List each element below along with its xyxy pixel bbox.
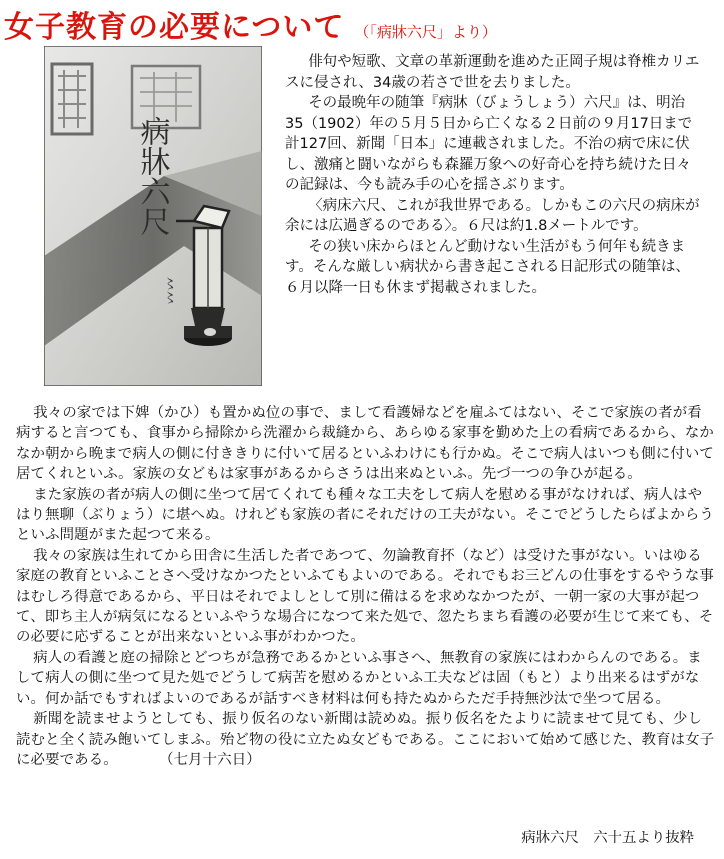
page-title: 女子教育の必要について (4, 10, 345, 45)
essay-excerpt (16, 403, 716, 770)
essay-paragraph: 我々の家族は生れてから田舎に生活した者であつて、勿論教育抔（など）は受けた事がない。いはゆる家庭の教育といふことさへ受けなかつたといふてもよいのである。それでもお三どんの仕事をするやうな事はむしろ得意であるから、平日はそれでよしとして別に備はるを求めなかつたが、一朝一家の大事が起つて、即ち主人が病気になるといふやうな場合になつて来た処で、忽たちまち看護の必要が生じて来ても、その必要に応ずることが出来ないといふ事がわかつた。 (16, 547, 714, 646)
intro-paragraph: その最晩年の随筆『病牀（びょうしょう）六尺』は、明治35（1902）年の５月５日から亡くなる２日前の９月17日まで計127回、新聞「日本」に連載されました。不治の病で床に伏し、激痛と闘いながらも森羅万象への好奇心を持ち続けた日々の記録は、今も読み手の心を揺さぶります。 (285, 95, 693, 193)
page-subtitle: （「病牀六尺」より） (354, 23, 497, 41)
page-header (4, 2, 497, 45)
cover-title: 病牀六尺 (134, 116, 170, 236)
source-citation: 病牀六尺 六十五より抜粋 (521, 830, 694, 846)
intro-paragraph: その狭い床からほとんど動けない生活がもう何年も続きます。そんな厳しい病状から書き起こされる日記形式の随筆は、６月以降一日も休まず掲載されました。 (285, 238, 690, 296)
intro-text (285, 52, 703, 298)
essay-paragraph: 我々の家では下婢（かひ）も置かぬ位の事で、まして看護婦などを雇ふてはない、そこで家族の者が看病すると言つても、食事から掃除から洗濯から裁縫から、あらゆる家事を勤めた上の看病であるから、なかなか朝から晩まで病人の側に付ききりに付いて居るといふわけにも行かぬ。そこで病人はいつも側に付いて居てくれといふ。家族の女どもは家事があるからさうは出来ぬといふ。先づ一つの争ひが起る。 (16, 405, 714, 483)
book-cover-image (44, 46, 262, 386)
svg-text:〻〻: 〻〻 (161, 276, 177, 304)
essay-paragraph-text: 新聞を読ませようとしても、振り仮名のない新聞は読めぬ。振り仮名をたよりに読ませて見ても、少し読むと全く読み飽いてしまふ。殆ど物の役に立たぬ女どもである。ここにおいて始めて感じた、教育は女子に必要である。 (16, 711, 715, 768)
intro-paragraph: 〈病床六尺、これが我世界である。しかもこの六尺の病床が余には広過ぎるのである〉。６尺は約1.8メートルです。 (285, 197, 700, 234)
essay-paragraph (16, 709, 716, 770)
essay-paragraph: また家族の者が病人の側に坐つて居てくれても種々な工夫をして病人を慰める事がなければ、病人はやはり無聊（ぶりょう）に堪へぬ。けれども家族の者にそれだけの工夫がない。そこでどうしたらばよからうといふ問題がまた起つて来る。 (16, 486, 714, 544)
essay-date: （七月十六日） (159, 751, 261, 768)
essay-paragraph: 病人の看護と庭の掃除とどつちが急務であるかといふ事さへ、無教育の家族にはわからんのである。まして病人の側に坐つて見た処でどうして病苦を慰めるかといふ工夫などは固（もと）より出来るはずがない。何か話でもすればよいのであるが話すべき材料は何も持たぬからただ手持無沙汰で坐つて居る。 (16, 649, 702, 707)
intro-paragraph: 俳句や短歌、文章の革新運動を進めた正岡子規は脊椎カリエスに侵され、34歳の若さで世を去りました。 (285, 54, 700, 91)
